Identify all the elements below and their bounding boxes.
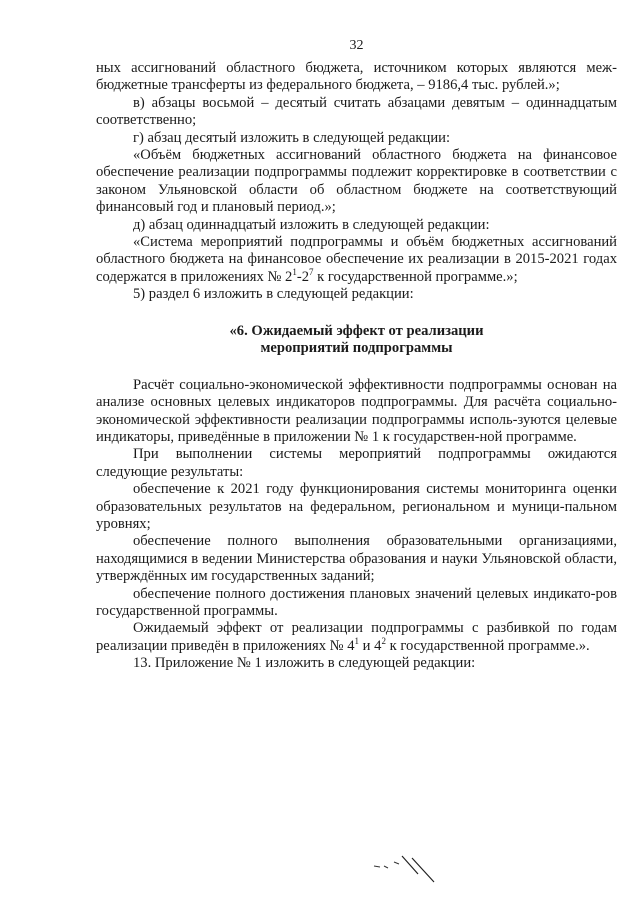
section-heading (96, 323, 617, 357)
paragraph: обеспечение полного достижения плановых значений целевых индикато-ров государственной программы. (96, 585, 617, 619)
paragraph-text: Ожидаемый эффект от реализации подпрограммы с разбивкой по годам реализации приведён в приложениях № 4 (96, 620, 617, 654)
paragraph: в) абзацы восьмой – десятый считать абзацами девятым – одиннадцатым соответственно; (96, 94, 617, 129)
document-body (96, 60, 617, 673)
paragraph: При выполнении системы мероприятий подпрограммы ожидаются следующие результаты: (96, 446, 617, 480)
paragraph-text: и 4 (359, 637, 382, 654)
paragraph (96, 620, 617, 655)
pen-mark (372, 852, 452, 892)
paragraph: ных ассигнований областного бюджета, источником которых являются меж-бюджетные трансферты из федерального бюджета, – 9186,4 тыс. рублей.»; (96, 60, 617, 94)
paragraph: д) абзац одиннадцатый изложить в следующей редакции: (133, 216, 490, 233)
section-heading-line: мероприятий подпрограммы (260, 339, 453, 356)
paragraph: «Объём бюджетных ассигнований областного бюджета на финансовое обеспечение реализации подпрограммы подлежит корректировке в соответствии с законом Ульяновской области об областном бюджете на соответствующий финансовый год и плановый период.»; (96, 147, 617, 216)
page-number: 32 (349, 38, 364, 53)
superscript: 1 (292, 267, 297, 278)
document-page (96, 0, 617, 905)
superscript: 2 (381, 635, 386, 646)
paragraph (96, 234, 617, 286)
paragraph: г) абзац десятый изложить в следующей редакции: (133, 129, 451, 146)
paragraph: обеспечение к 2021 году функционирования системы мониторинга оценки образовательных результатов на федеральном, региональном и муници-пальном уровнях; (96, 481, 617, 532)
paragraph-text: к государственной программе.». (385, 637, 590, 654)
paragraph: обеспечение полного выполнения образовательными организациями, находящимися в ведении Министерства образования и науки Ульяновской области, утверждённых им государственных заданий; (96, 533, 617, 585)
paragraph-text: -2 (296, 268, 309, 285)
superscript: 1 (354, 635, 360, 646)
paragraph: 5) раздел 6 изложить в следующей редакции: (133, 286, 414, 303)
section-heading-line: «6. Ожидаемый эффект от реализации (229, 322, 484, 339)
paragraph-text: к государственной программе.»; (313, 268, 518, 285)
paragraph: Расчёт социально-экономической эффективности подпрограммы основан на анализе основных целевых индикаторов подпрограммы. Для расчёта социально-экономической эффективности реализации подпрограммы исполь-зуются целевые индикаторы, приведённые в приложении № 1 к государствен-ной программе. (96, 376, 617, 445)
paragraph: 13. Приложение № 1 изложить в следующей редакции: (133, 655, 476, 672)
superscript: 7 (309, 267, 314, 278)
paragraph-text: «Система мероприятий подпрограммы и объём бюджетных ассигнований областного бюджета на финансовое обеспечение их реализации в 2015-2021 годах содержатся в приложениях № 2 (96, 234, 617, 285)
